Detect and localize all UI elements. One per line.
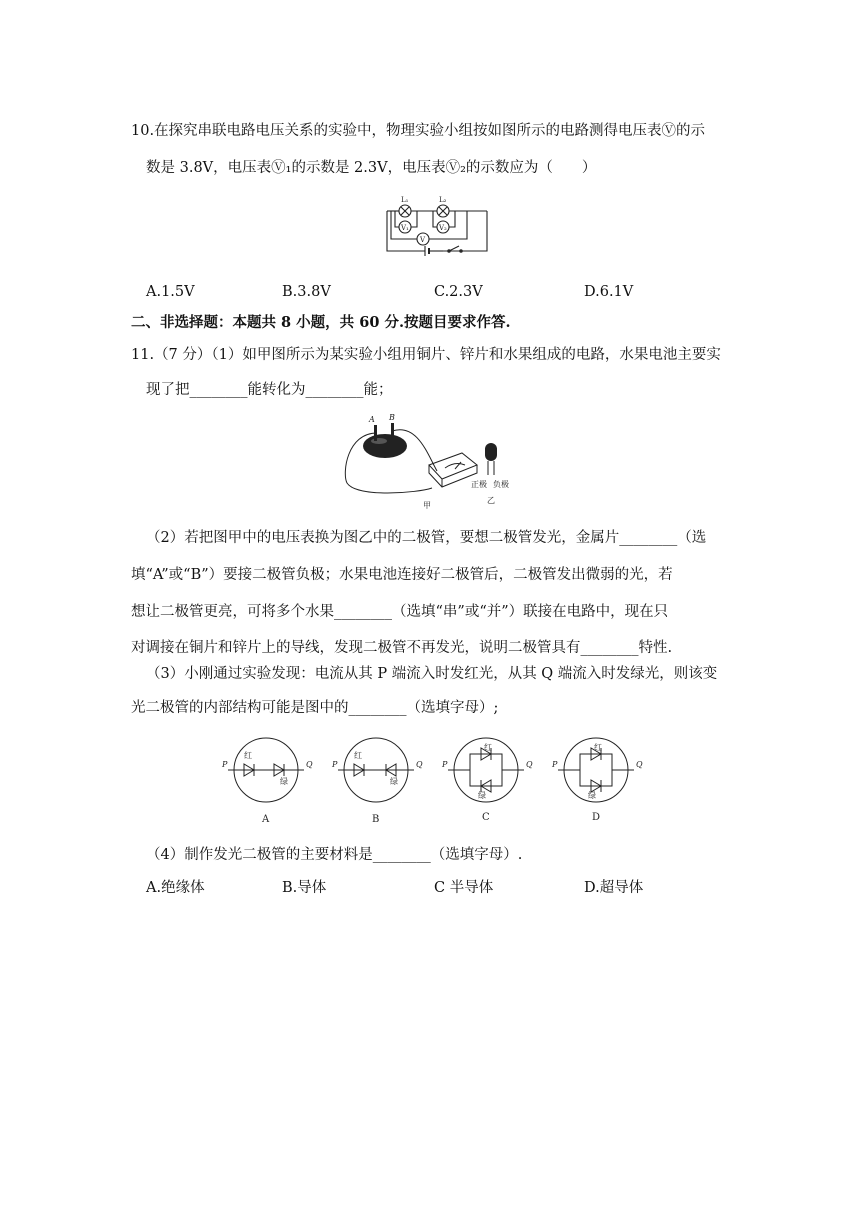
- label-q-c: Q: [526, 760, 533, 769]
- q11-option-d: D.超导体: [584, 880, 644, 896]
- q10-option-b: B.3.8V: [282, 284, 331, 300]
- label-neg: 负极: [493, 480, 509, 489]
- label-yi: 乙: [487, 496, 495, 505]
- q11-p4-line-1: （4）制作发光二极管的主要材料是________（选填字母）.: [146, 847, 523, 863]
- label-p-c: P: [442, 760, 448, 769]
- label-red-d: 红: [594, 743, 602, 752]
- q11-p2-line-2: 填“A”或“B”）要接二极管负极；水果电池连接好二极管后，二极管发出微弱的光，若: [131, 567, 673, 583]
- label-v: V: [420, 236, 426, 244]
- diode-option-b: [338, 738, 414, 802]
- label-l1: L₁: [401, 196, 409, 204]
- label-green-b: 绿: [390, 777, 398, 786]
- option-label-d: D: [592, 812, 601, 823]
- q10-option-c: C.2.3V: [434, 284, 483, 300]
- q10-option-a: A.1.5V: [146, 284, 195, 300]
- q11-p3-line-1: （3）小刚通过实验发现：电流从其 P 端流入时发红光，从其 Q 端流入时发绿光，则该变: [146, 666, 718, 682]
- q11-option-c: C 半导体: [434, 880, 494, 896]
- q11-p2-line-4: 对调接在铜片和锌片上的导线，发现二极管不再发光，说明二极管具有________特性.: [131, 640, 673, 656]
- label-l2: L₂: [439, 196, 447, 204]
- label-p-b: P: [332, 760, 338, 769]
- label-green-a: 绿: [280, 777, 288, 786]
- q11-option-a: A.绝缘体: [146, 880, 205, 896]
- section-2-heading: 二、非选择题：本题共 8 小题，共 60 分.按题目要求作答.: [131, 314, 511, 331]
- q10-line-2: 数是 3.8V，电压表Ⓥ₁的示数是 2.3V，电压表Ⓥ₂的示数应为（ ）: [146, 160, 597, 176]
- label-q-d: Q: [636, 760, 643, 769]
- label-jia: 甲: [423, 501, 431, 510]
- q11-option-b: B.导体: [282, 880, 327, 896]
- option-label-c: C: [482, 812, 490, 823]
- fruit-battery-figure: [337, 413, 527, 513]
- diode-option-a: [228, 738, 304, 802]
- q11-p3-line-2: 光二极管的内部结构可能是图中的________（选填字母）;: [131, 700, 499, 716]
- q10-option-d: D.6.1V: [584, 284, 634, 300]
- q11-p1-line-1: 11.（7 分）（1）如甲图所示为某实验小组用铜片、锌片和水果组成的电路，水果电池主要实: [131, 347, 721, 363]
- label-q-a: Q: [306, 760, 313, 769]
- label-red-b: 红: [354, 751, 362, 760]
- label-a: A: [369, 415, 375, 424]
- q11-p2-line-3: 想让二极管更亮，可将多个水果________（选填“串”或“并”）联接在电路中，现在只: [131, 604, 669, 620]
- label-p-d: P: [552, 760, 558, 769]
- series-circuit-figure: [377, 193, 497, 263]
- label-red-a: 红: [244, 751, 252, 760]
- label-red-c: 红: [484, 743, 492, 752]
- label-green-c: 绿: [478, 791, 486, 800]
- label-q-b: Q: [416, 760, 423, 769]
- q11-p1-line-2: 现了把________能转化为________能；: [146, 382, 393, 398]
- label-pos: 正极: [471, 480, 487, 489]
- label-b: B: [389, 413, 395, 422]
- option-label-b: B: [372, 814, 380, 825]
- label-p-a: P: [222, 760, 228, 769]
- label-green-d: 绿: [588, 791, 596, 800]
- label-v2: V₂: [439, 224, 447, 232]
- diode-options-figure: [220, 730, 643, 830]
- q10-line-1: 10.在探究串联电路电压关系的实验中，物理实验小组按如图所示的电路测得电压表Ⓥ的示: [131, 123, 706, 139]
- label-v1: V₁: [401, 224, 409, 232]
- option-label-a: A: [262, 814, 270, 825]
- q11-p2-line-1: （2）若把图甲中的电压表换为图乙中的二极管，要想二极管发光，金属片________（选: [146, 530, 707, 546]
